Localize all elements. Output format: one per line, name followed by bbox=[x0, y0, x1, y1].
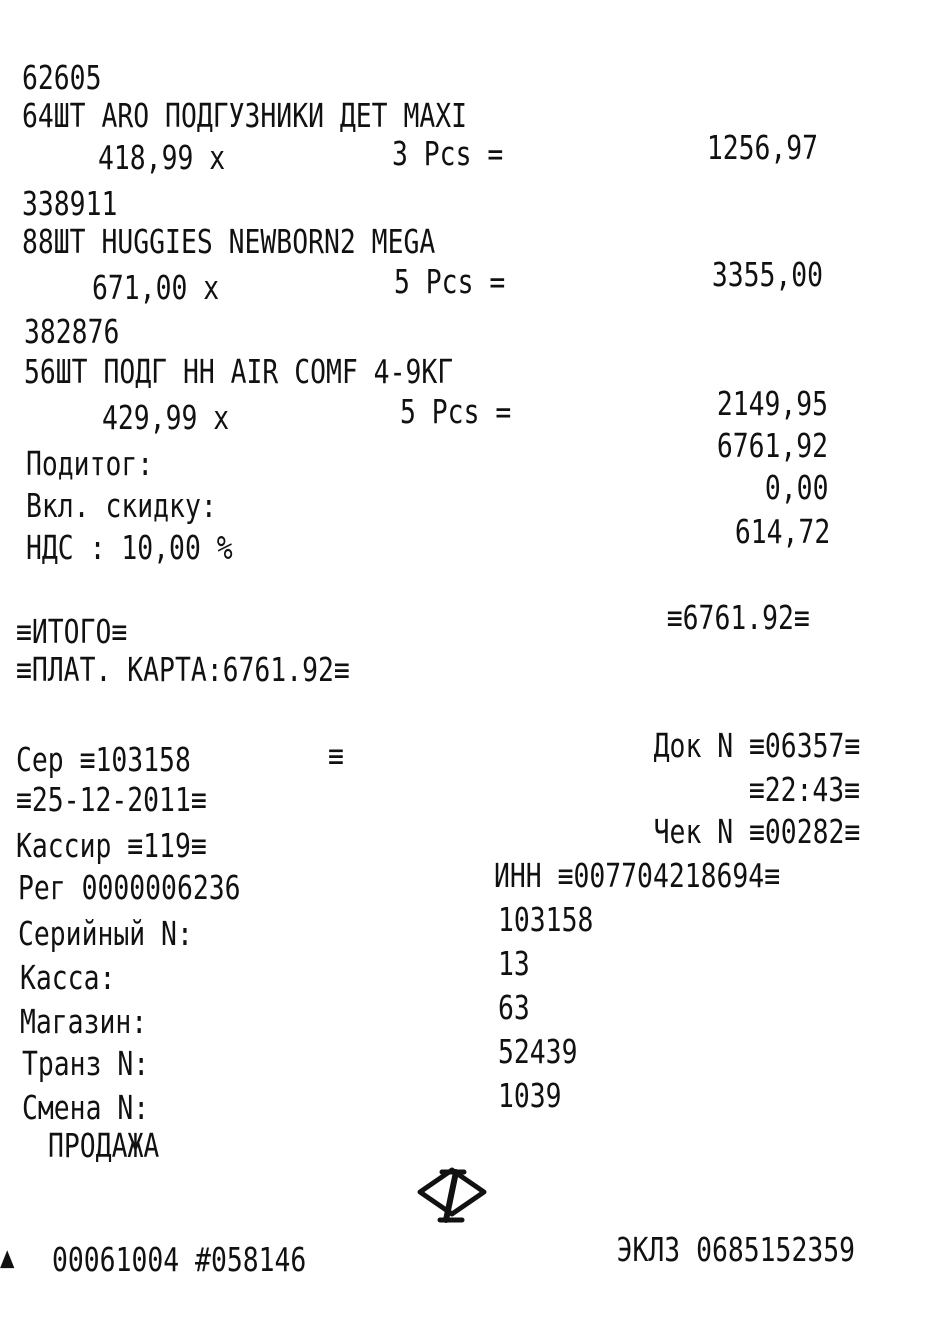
item-1-price: 418,99 x bbox=[98, 138, 226, 177]
item-2-qty: 5 Pcs = bbox=[394, 262, 506, 301]
transaction-label: Транз N: bbox=[22, 1044, 150, 1083]
registration: Рег 0000006236 bbox=[18, 868, 241, 907]
subtotal-value: 6761,92 bbox=[716, 426, 828, 465]
shift-label: Смена N: bbox=[22, 1088, 150, 1127]
item-2-price: 671,00 x bbox=[92, 268, 220, 307]
date: ≡25-12-2011≡ bbox=[16, 780, 207, 819]
sale-label: ПРОДАЖА bbox=[48, 1126, 160, 1165]
vat-value: 614,72 bbox=[734, 512, 830, 551]
item-3-qty: 5 Pcs = bbox=[400, 392, 512, 431]
transaction-value: 52439 bbox=[498, 1032, 578, 1071]
store-value: 63 bbox=[498, 988, 530, 1027]
item-1-qty: 3 Pcs = bbox=[392, 134, 504, 173]
serial-short: Сер ≡103158 bbox=[16, 740, 191, 779]
torn-corner-mark: ▲ bbox=[0, 1240, 15, 1275]
item-2-sum: 3355,00 bbox=[711, 255, 823, 294]
total-value: ≡6761.92≡ bbox=[666, 598, 810, 637]
register-value: 13 bbox=[498, 944, 530, 983]
time: ≡22:43≡ bbox=[748, 770, 860, 809]
register-label: Касса: bbox=[20, 958, 116, 997]
item-3-price: 429,99 x bbox=[102, 398, 230, 437]
item-3-name: 56ШТ ПОДГ HH AIR COMF 4-9КГ bbox=[24, 352, 454, 391]
subtotal-label: Подитог: bbox=[26, 444, 154, 483]
store-label: Магазин: bbox=[20, 1002, 148, 1041]
item-1-sum: 1256,97 bbox=[706, 128, 818, 167]
item-1-name: 64ШТ ARO ПОДГУЗНИКИ ДЕТ MAXI bbox=[22, 96, 468, 135]
item-2-name: 88ШТ HUGGIES NEWBORN2 MEGA bbox=[22, 222, 436, 261]
payment-line: ≡ПЛАТ. КАРТА:6761.92≡ bbox=[16, 650, 350, 689]
total-label: ≡ИТОГО≡ bbox=[16, 612, 128, 651]
fiscal-mark-icon bbox=[412, 1158, 492, 1228]
inn: ИНН ≡007704218694≡ bbox=[494, 856, 781, 895]
item-3-code: 382876 bbox=[24, 312, 120, 351]
check-number: Чек N ≡00282≡ bbox=[653, 812, 860, 851]
discount-label: Вкл. скидку: bbox=[26, 486, 217, 525]
item-2-code: 338911 bbox=[22, 184, 118, 223]
discount-value: 0,00 bbox=[764, 468, 828, 507]
serial-label: Серийный N: bbox=[18, 914, 193, 953]
vat-label: НДС : 10,00 % bbox=[26, 528, 233, 567]
kpk-number: 00061004 #058146 bbox=[52, 1240, 307, 1279]
item-3-sum: 2149,95 bbox=[716, 384, 828, 423]
shift-value: 1039 bbox=[498, 1076, 562, 1115]
cashier: Кассир ≡119≡ bbox=[16, 826, 207, 865]
serial-value: 103158 bbox=[498, 900, 594, 939]
eklz-number: ЭКЛЗ 0685152359 bbox=[616, 1230, 855, 1269]
doc-number: Док N ≡06357≡ bbox=[653, 726, 860, 765]
serial-mark: ≡ bbox=[328, 736, 344, 775]
item-1-code: 62605 bbox=[22, 58, 102, 97]
